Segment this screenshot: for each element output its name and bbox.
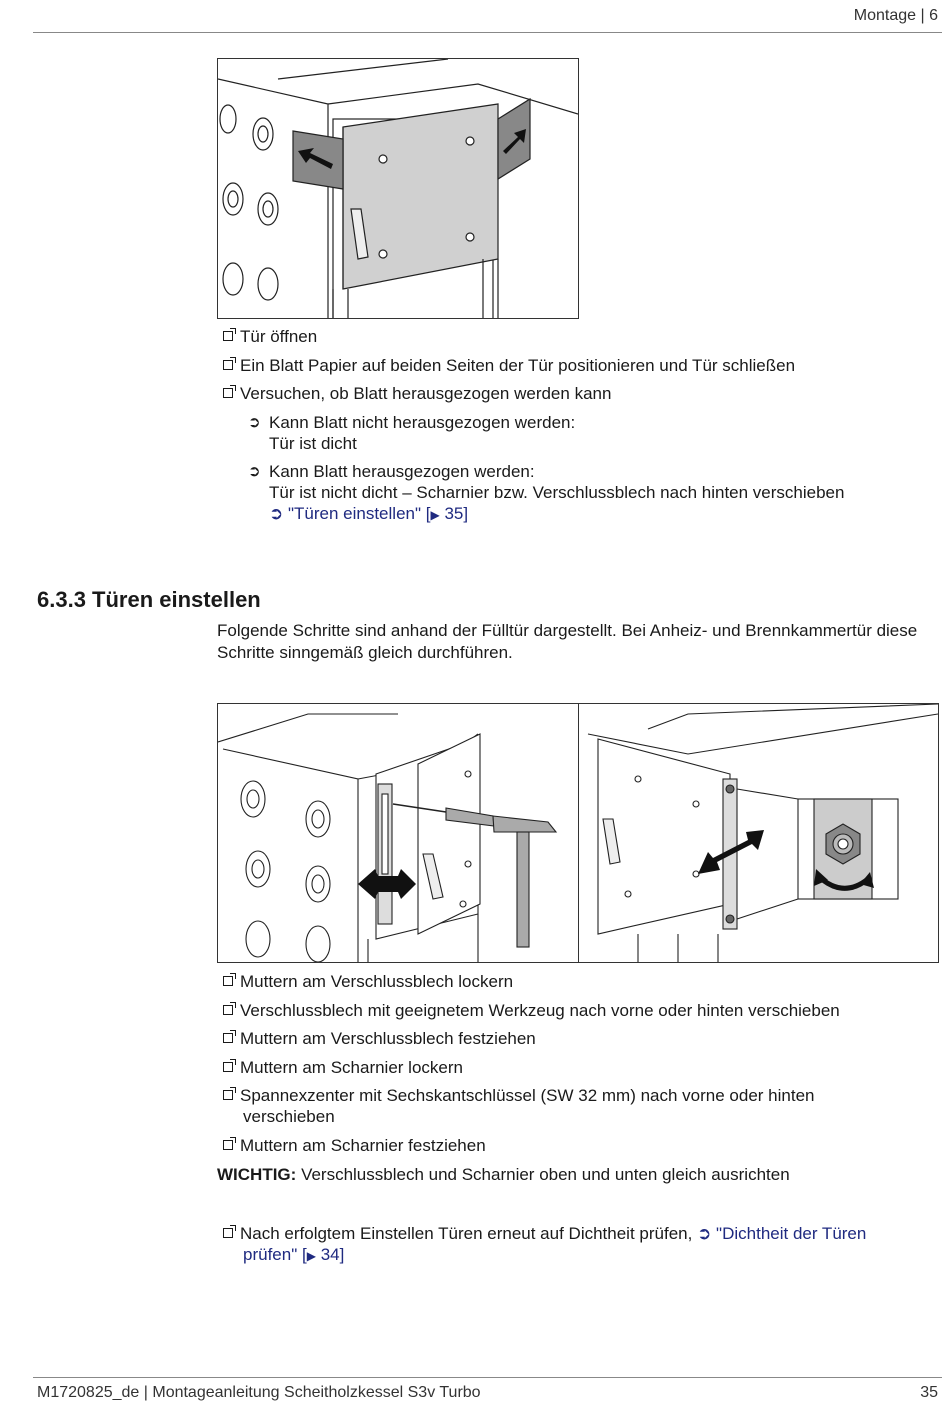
crossref-arrow-icon: ➲ [697, 1224, 712, 1243]
result-line: Kann Blatt nicht herausgezogen werden: [269, 413, 576, 432]
checkbox-icon [223, 1062, 233, 1072]
list-item [223, 1085, 815, 1106]
step-text: Ein Blatt Papier auf beiden Seiten der Tür positionieren und Tür schließen [240, 356, 796, 375]
result-arrow-icon: ➲ [248, 463, 261, 480]
page-ref-open: [ [425, 504, 431, 523]
result-line: Kann Blatt herausgezogen werden: [269, 462, 535, 481]
result-item [248, 412, 576, 454]
footer-doc-id: M1720825_de | Montageanleitung Scheitholzkessel S3v Turbo [37, 1384, 481, 1401]
checkbox-icon [223, 1033, 233, 1043]
step-text: Muttern am Verschlussblech lockern [240, 972, 514, 991]
list-item-continuation [243, 1106, 335, 1127]
crossref-link[interactable] [269, 503, 844, 526]
important-note [217, 1164, 790, 1185]
page-ref[interactable]: 34 [320, 1245, 340, 1264]
page-triangle-icon: ▶ [306, 1249, 316, 1263]
checkbox-icon [223, 360, 233, 370]
list-item [223, 1000, 840, 1021]
list-item [223, 383, 611, 404]
page-ref-open: [ [301, 1245, 307, 1264]
header-chapter: Montage | 6 [853, 7, 938, 24]
crossref-text[interactable]: prüfen" [243, 1245, 298, 1264]
step-text: Nach erfolgtem Einstellen Türen erneut auf Dichtheit prüfen, [240, 1224, 693, 1243]
crossref-text[interactable]: "Dichtheit der Türen [716, 1224, 867, 1243]
figure-divider [578, 704, 579, 962]
step-text: Tür öffnen [240, 327, 318, 346]
header-rule [33, 32, 942, 33]
step-text: Spannexzenter mit Sechskantschlüssel (SW 32 mm) nach vorne oder hinten [240, 1086, 815, 1105]
step-text: Muttern am Verschlussblech festziehen [240, 1029, 536, 1048]
important-text: Verschlussblech und Scharnier oben und unten gleich ausrichten [301, 1165, 790, 1184]
list-item [223, 971, 513, 992]
page-ref[interactable]: 35 [444, 504, 464, 523]
crossref-link-continuation[interactable] [243, 1244, 344, 1267]
checkbox-icon [223, 388, 233, 398]
list-item [223, 1135, 486, 1156]
footer-rule [33, 1377, 942, 1378]
checkbox-icon [223, 331, 233, 341]
list-item [223, 1223, 866, 1244]
figure-door-paper-test [217, 58, 579, 319]
crossref-arrow-icon: ➲ [269, 504, 284, 523]
section-intro: Folgende Schritte sind anhand der Fülltür dargestellt. Bei Anheiz- und Brennkammertür diese Schritte sinngemäß gleich durchführen. [217, 621, 918, 662]
checkbox-icon [223, 1140, 233, 1150]
step-text: Muttern am Scharnier festziehen [240, 1136, 486, 1155]
crossref-text[interactable]: "Türen einstellen" [287, 504, 422, 523]
result-arrow-icon: ➲ [248, 414, 261, 431]
page-triangle-icon: ▶ [430, 508, 440, 522]
figure-door-adjustment [217, 703, 939, 963]
checkbox-icon [223, 1090, 233, 1100]
page-ref-close: ] [463, 504, 469, 523]
section-heading: 6.3.3 Türen einstellen [37, 587, 261, 612]
list-item [223, 1057, 463, 1078]
important-label: WICHTIG: [217, 1165, 297, 1184]
checkbox-icon [223, 1228, 233, 1238]
step-text: Muttern am Scharnier lockern [240, 1058, 463, 1077]
step-text: Verschlussblech mit geeignetem Werkzeug nach vorne oder hinten verschieben [240, 1001, 840, 1020]
step-text: verschieben [243, 1107, 335, 1126]
checkbox-icon [223, 976, 233, 986]
page-ref-close: ] [339, 1245, 345, 1264]
result-item [248, 461, 845, 526]
step-text: Versuchen, ob Blatt herausgezogen werden kann [240, 384, 612, 403]
list-item [223, 1028, 536, 1049]
checkbox-icon [223, 1005, 233, 1015]
result-line: Tür ist nicht dicht – Scharnier bzw. Verschlussblech nach hinten verschieben [269, 483, 845, 502]
list-item [223, 326, 317, 347]
page-number: 35 [920, 1384, 938, 1401]
result-line: Tür ist dicht [269, 434, 357, 453]
list-item [223, 355, 795, 376]
